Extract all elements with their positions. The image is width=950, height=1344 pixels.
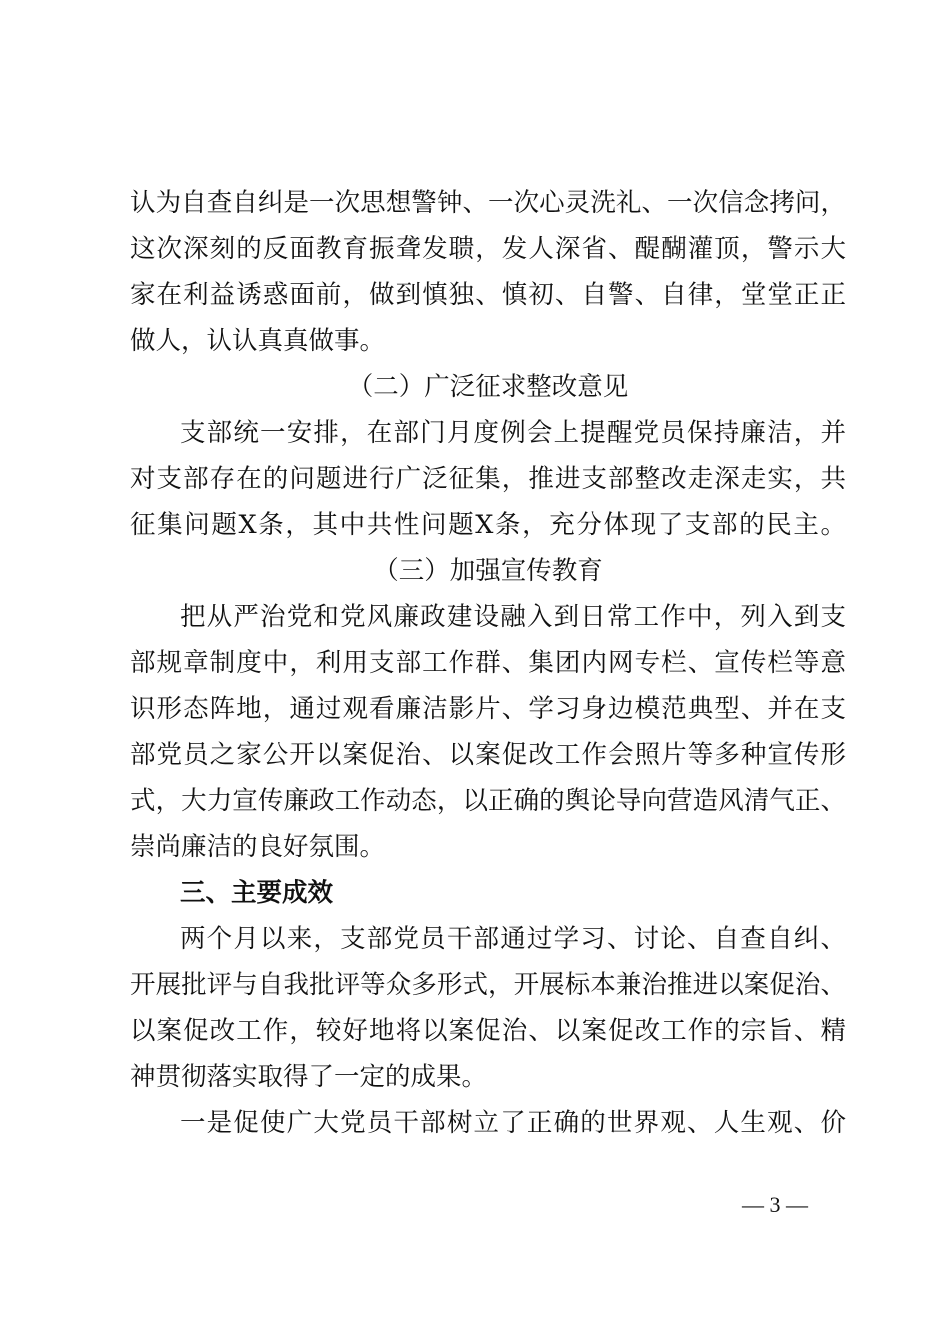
paragraph-line: 开展批评与自我批评等众多形式，开展标本兼治推进以案促治、 — [130, 970, 846, 1000]
paragraph-line: 做人，认认真真做事。 — [130, 326, 386, 356]
subheading: （三）加强宣传教育 — [373, 556, 603, 586]
paragraph-line: 家在利益诱惑面前，做到慎独、慎初、自警、自律，堂堂正正 — [130, 280, 846, 310]
paragraph-line: 认为自查自纠是一次思想警钟、一次心灵洗礼、一次信念拷问， — [130, 188, 846, 218]
paragraph-line: 征集问题X条，其中共性问题X条，充分体现了支部的民主。 — [130, 510, 846, 540]
paragraph-line: 两个月以来，支部党员干部通过学习、讨论、自查自纠、 — [180, 924, 846, 954]
paragraph-line: 式，大力宣传廉政工作动态，以正确的舆论导向营造风清气正、 — [130, 786, 846, 816]
paragraph-line: 对支部存在的问题进行广泛征集，推进支部整改走深走实，共 — [130, 464, 846, 494]
paragraph-line: 把从严治党和党风廉政建设融入到日常工作中，列入到支 — [180, 602, 846, 632]
paragraph-line: 以案促改工作，较好地将以案促治、以案促改工作的宗旨、精 — [130, 1016, 846, 1046]
paragraph-line: 崇尚廉洁的良好氛围。 — [130, 832, 386, 862]
subheading: （二）广泛征求整改意见 — [347, 372, 629, 402]
paragraph-line: 部规章制度中，利用支部工作群、集团内网专栏、宣传栏等意 — [130, 648, 846, 678]
paragraph-line: 这次深刻的反面教育振聋发聩，发人深省、醍醐灌顶，警示大 — [130, 234, 846, 264]
paragraph-line: 一是促使广大党员干部树立了正确的世界观、人生观、价 — [180, 1108, 846, 1138]
paragraph-line: 支部统一安排，在部门月度例会上提醒党员保持廉洁，并 — [180, 418, 846, 448]
section-heading: 三、主要成效 — [180, 878, 334, 908]
paragraph-line: 神贯彻落实取得了一定的成果。 — [130, 1062, 488, 1092]
paragraph-line: 部党员之家公开以案促治、以案促改工作会照片等多种宣传形 — [130, 740, 846, 770]
paragraph-line: 识形态阵地，通过观看廉洁影片、学习身边模范典型、并在支 — [130, 694, 846, 724]
page-number: — 3 — — [742, 1192, 808, 1217]
